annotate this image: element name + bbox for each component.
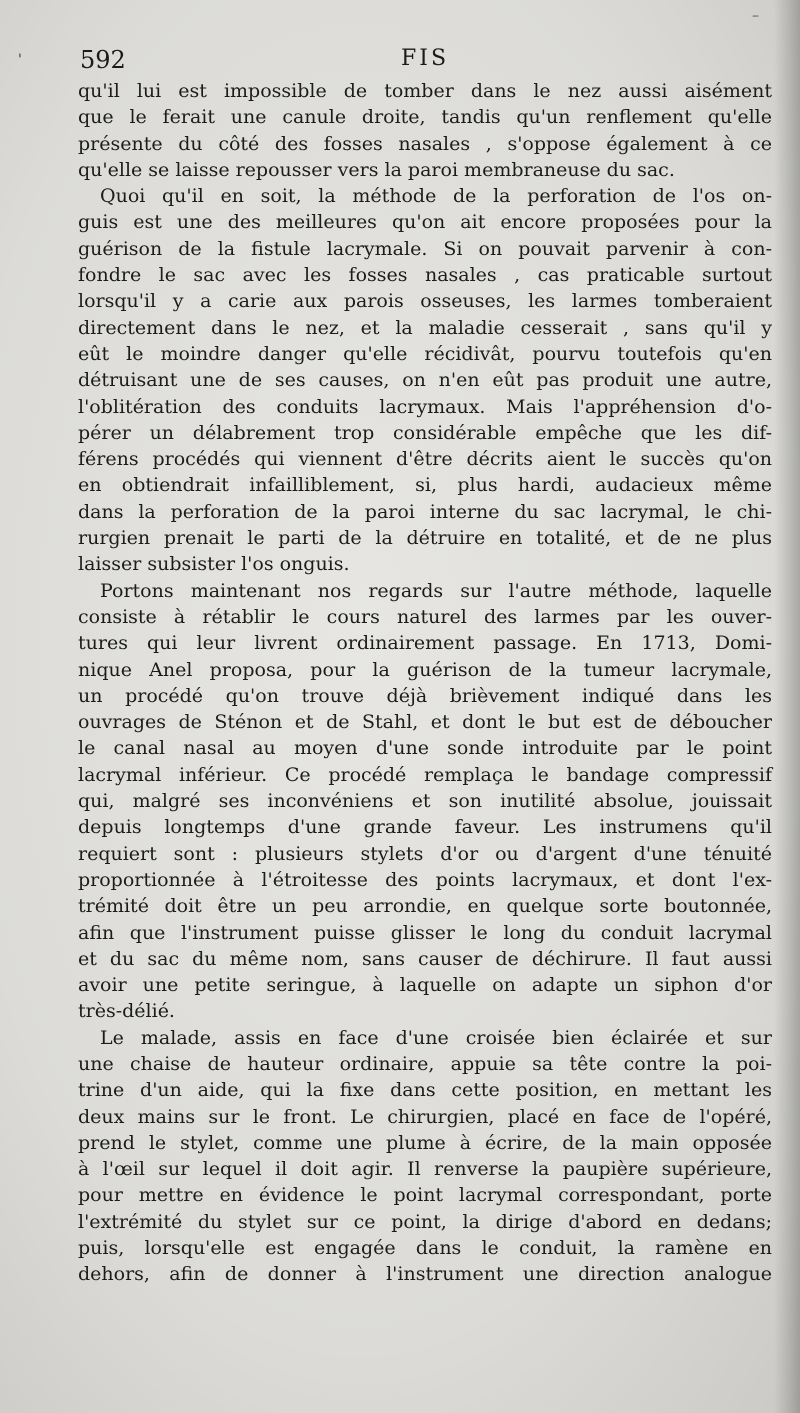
top-corner-mark: – [752,8,759,24]
text-line: un procédé qu'on trouve déjà brièvement indiqué dans les [78,684,772,707]
margin-mark: ' [18,52,22,68]
text-line: férens procédés qui viennent d'être décrits aient le succès qu'on [78,448,772,471]
text-line: et du sac du même nom, sans causer de déchirure. Il faut aussi [78,947,772,970]
text-line: puis, lorsqu'elle est engagée dans le conduit, la ramène en [78,1237,772,1260]
text-line: requiert sont : plusieurs stylets d'or ou d'argent d'une ténuité [78,842,772,865]
body-text [78,78,772,1288]
text-line: prend le stylet, comme une plume à écrire, de la main opposée [78,1131,772,1154]
paragraph-first-line: Quoi qu'il en soit, la méthode de la perforation de l'os on- [100,185,772,208]
text-line: lacrymal inférieur. Ce procédé remplaça le bandage compressif [78,763,772,786]
text-line: ouvrages de Sténon et de Stahl, et dont le but est de déboucher [78,711,772,734]
paragraph-first-line: Portons maintenant nos regards sur l'autre méthode, laquelle [100,579,772,602]
text-line: nique Anel proposa, pour la guérison de la tumeur lacrymale, [78,658,772,681]
text-line: afin que l'instrument puisse glisser le long du conduit lacrymal [78,921,772,944]
paragraph-first-line: Le malade, assis en face d'une croisée bien éclairée et sur [100,1026,772,1049]
text-line: pour mettre en évidence le point lacrymal correspondant, porte [78,1184,772,1207]
text-line: présente du côté des fosses nasales , s'oppose également à ce [78,132,772,155]
page-number: 592 [80,46,126,74]
text-line: eût le moindre danger qu'elle récidivât, pourvu toutefois qu'en [78,342,772,365]
text-line: trémité doit être un peu arrondie, en quelque sorte boutonnée, [78,895,772,918]
text-line: que le ferait une canule droite, tandis qu'un renflement qu'elle [78,106,772,129]
text-line: dehors, afin de donner à l'instrument une direction analogue [78,1263,772,1286]
text-line: à l'œil sur lequel il doit agir. Il renverse la paupière supérieure, [78,1158,772,1181]
page-gutter-shadow [774,0,800,1413]
text-line: guis est une des meilleures qu'on ait encore proposées pour la [78,211,772,234]
text-line: proportionnée à l'étroitesse des points lacrymaux, et dont l'ex- [78,868,772,891]
text-line: guérison de la fistule lacrymale. Si on pouvait parvenir à con- [78,237,772,260]
text-line: fondre le sac avec les fosses nasales , cas praticable surtout [78,264,772,287]
text-line: avoir une petite seringue, à laquelle on adapte un siphon d'or [78,974,772,997]
text-line: dans la perforation de la paroi interne du sac lacrymal, le chi- [78,500,772,523]
text-line: une chaise de hauteur ordinaire, appuie sa tête contre la poi- [78,1052,772,1075]
text-line: consiste à rétablir le cours naturel des larmes par les ouver- [78,605,772,628]
text-line: lorsqu'il y a carie aux parois osseuses, les larmes tomberaient [78,290,772,313]
text-line: pérer un délabrement trop considérable empêche que les dif- [78,421,772,444]
text-line: l'oblitération des conduits lacrymaux. Mais l'appréhension d'o- [78,395,772,418]
text-line: très-délié. [78,1000,175,1023]
text-line: laisser subsister l'os onguis. [78,553,350,576]
running-head: FIS [400,46,450,71]
text-line: tures qui leur livrent ordinairement passage. En 1713, Domi- [78,632,772,655]
text-line: en obtiendrait infailliblement, si, plus hardi, audacieux même [78,474,772,497]
text-line: directement dans le nez, et la maladie cesserait , sans qu'il y [78,316,772,339]
text-line: détruisant une de ses causes, on n'en eût pas produit une autre, [78,369,772,392]
text-line: depuis longtemps d'une grande faveur. Les instrumens qu'il [78,816,772,839]
text-line: qu'il lui est impossible de tomber dans le nez aussi aisément [78,80,772,102]
text-line: l'extrémité du stylet sur ce point, la dirige d'abord en dedans; [78,1210,772,1233]
page-header [78,46,772,82]
text-line: le canal nasal au moyen d'une sonde introduite par le point [78,737,772,760]
text-line: deux mains sur le front. Le chirurgien, placé en face de l'opéré, [78,1105,772,1128]
text-line: trine d'un aide, qui la fixe dans cette position, en mettant les [78,1079,772,1102]
text-line: qu'elle se laisse repousser vers la paroi membraneuse du sac. [78,158,675,181]
text-line: rurgien prenait le parti de la détruire en totalité, et de ne plus [78,527,772,550]
text-line: qui, malgré ses inconvéniens et son inutilité absolue, jouissait [78,790,772,813]
